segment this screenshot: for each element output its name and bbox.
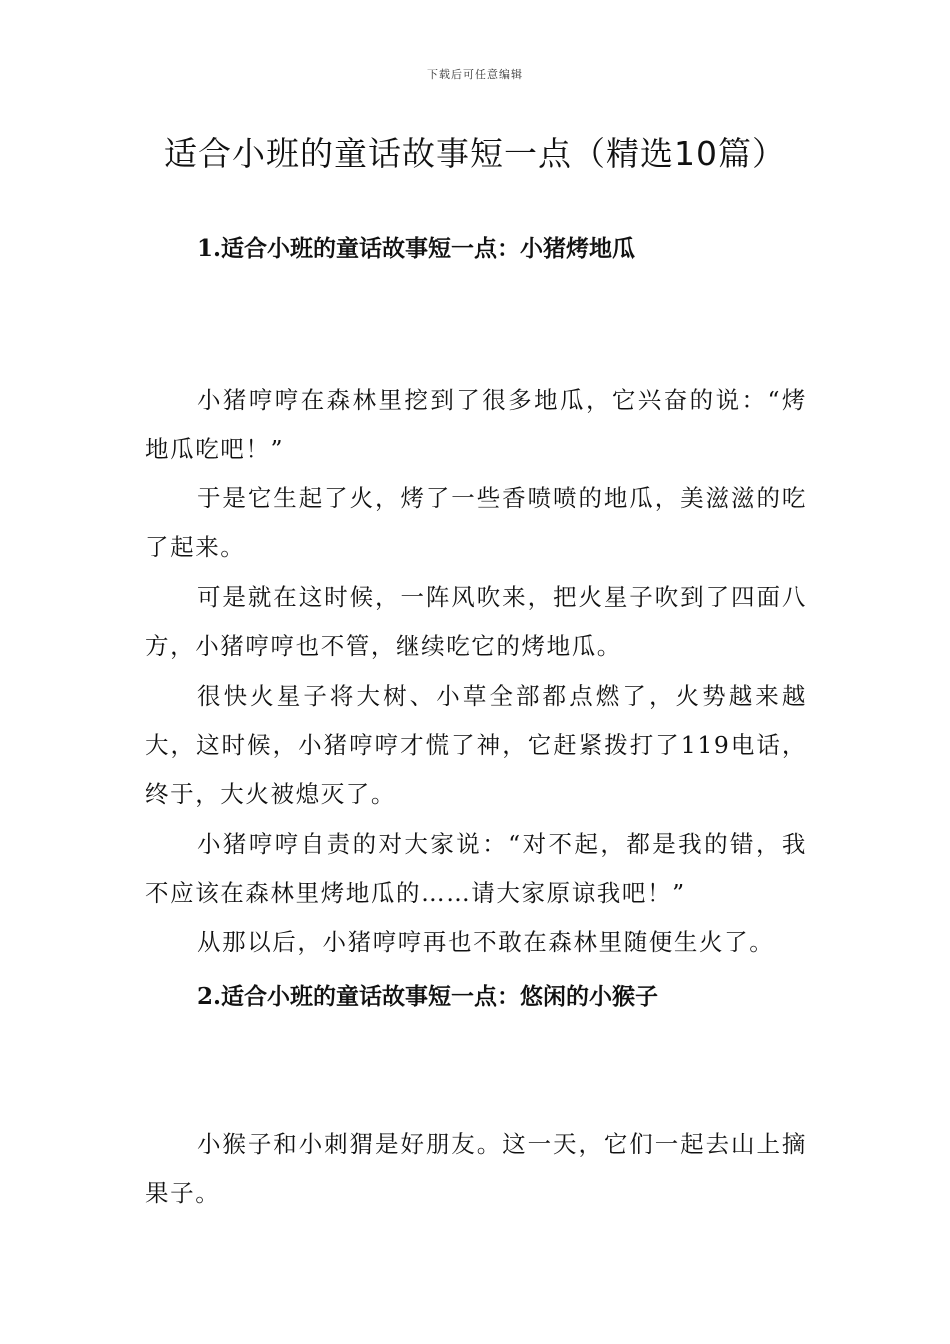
paragraph: 可是就在这时候，一阵风吹来，把火星子吹到了四面八方，小猪哼哼也不管，继续吃它的烤地瓜。: [145, 583, 807, 660]
document-title: 适合小班的童话故事短一点（精选10篇）: [164, 134, 786, 173]
paragraph: 于是它生起了火，烤了一些香喷喷的地瓜，美滋滋的吃了起来。: [145, 484, 807, 561]
paragraph: 很快火星子将大树、小草全部都点燃了，火势越来越大，这时候，小猪哼哼才慌了神，它赶紧拨打了119电话，终于，大火被熄灭了。: [145, 682, 807, 808]
paragraph: 从那以后，小猪哼哼再也不敢在森林里随便生火了。: [197, 928, 775, 956]
paragraph: 小猴子和小刺猬是好朋友。这一天，它们一起去山上摘果子。: [145, 1130, 807, 1207]
paragraph: 小猪哼哼自责的对大家说：“对不起，都是我的错，我不应该在森林里烤地瓜的……请大家原谅我吧！”: [145, 830, 807, 907]
header-note: 下载后可任意编辑: [427, 68, 523, 81]
paragraph: 小猪哼哼在森林里挖到了很多地瓜，它兴奋的说：“烤地瓜吃吧！”: [145, 386, 807, 463]
section-heading-2: 2.适合小班的童话故事短一点：悠闲的小猴子: [197, 983, 659, 1010]
section-heading-1: 1.适合小班的童话故事短一点：小猪烤地瓜: [197, 235, 636, 262]
